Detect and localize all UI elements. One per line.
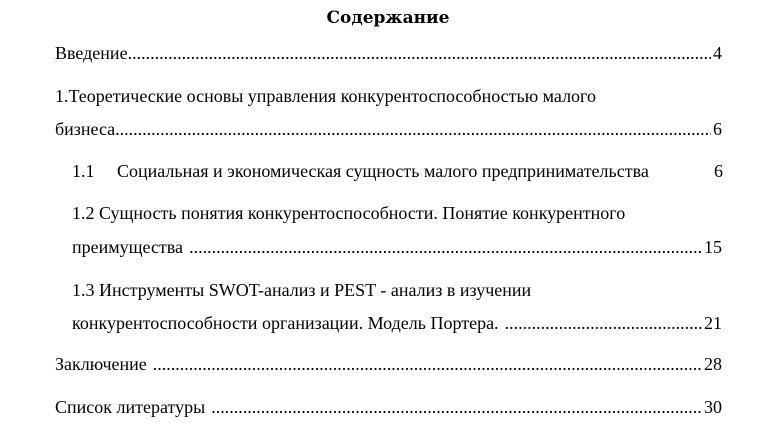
toc-entry-label-continued: бизнеса <box>55 119 116 139</box>
toc-entry-chapter-1-line2 <box>55 117 722 141</box>
toc-entry-label: Теоретические основы управления конкурентоспособностью малого <box>68 86 596 106</box>
toc-entry-section-1-2-line1 <box>72 201 625 225</box>
toc-entry-label: Список литературы <box>55 397 206 417</box>
toc-entry-chapter-1-line1 <box>55 84 596 108</box>
leader-dots <box>115 117 711 141</box>
toc-entry-page: 15 <box>704 237 722 257</box>
leader-dots <box>505 311 702 335</box>
toc-entry-number: 1. <box>55 86 69 106</box>
toc-entry-section-1-3-line1 <box>72 278 531 302</box>
toc-entry-page: 6 <box>713 119 722 139</box>
leader-dots <box>211 395 702 419</box>
leader-dots <box>153 352 702 376</box>
toc-entry-section-1-1 <box>72 159 723 183</box>
toc-entry-label: Введение <box>55 43 128 63</box>
toc-entry-label: Заключение <box>55 354 147 374</box>
toc-title: Содержание <box>326 8 450 28</box>
toc-entry-section-1-2-line2 <box>72 235 722 259</box>
toc-entry-label: 1.3 Инструменты SWOT-анализ и PEST - анализ в изучении <box>72 280 532 300</box>
leader-dots <box>128 41 711 65</box>
toc-entry-page: 28 <box>704 354 722 374</box>
toc-entry-bibliography <box>55 395 722 419</box>
leader-dots <box>189 235 702 259</box>
toc-entry-label: 1.2 Сущность понятия конкурентоспособности. Понятие конкурентного <box>72 203 626 223</box>
toc-entry-label-continued: преимущества <box>72 237 184 257</box>
toc-entry-number: 1.1 <box>72 161 95 181</box>
toc-entry-page: 4 <box>713 43 722 63</box>
toc-entry-label: Социальная и экономическая сущность малого предпринимательства <box>117 161 649 181</box>
toc-entry-introduction <box>55 41 722 65</box>
toc-entry-section-1-3-line2 <box>72 311 722 335</box>
toc-entry-page: 6 <box>714 161 723 181</box>
toc-entry-label-continued: конкурентоспособности организации. Модель Портера. <box>72 313 499 333</box>
toc-entry-page: 30 <box>704 397 722 417</box>
toc-entry-conclusion <box>55 352 722 376</box>
toc-entry-page: 21 <box>704 313 722 333</box>
